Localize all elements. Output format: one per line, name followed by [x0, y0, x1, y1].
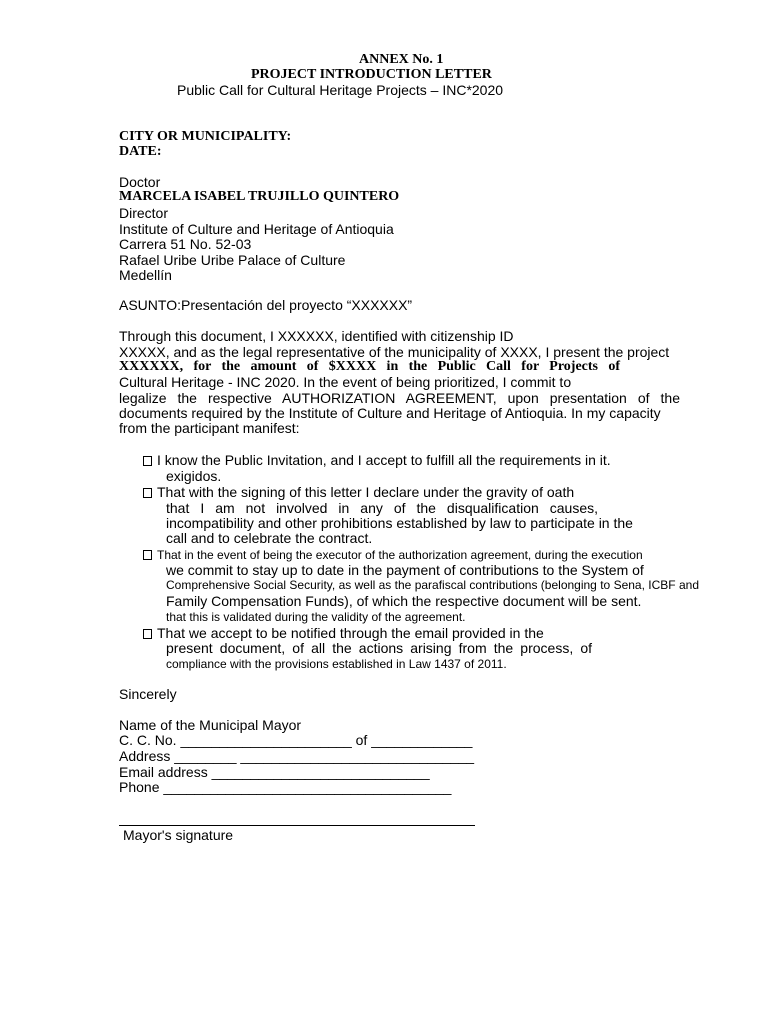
list-item-text: That in the event of being the executor of the authorization agreement, during the execution — [157, 548, 643, 562]
list-item-text: incompatibility and other prohibitions established by law to participate in the — [166, 515, 633, 531]
list-item-text: I know the Public Invitation, and I accept to fulfill all the requirements in it. — [157, 452, 611, 468]
mayor-name-label: Name of the Municipal Mayor — [119, 717, 302, 733]
recipient-city: Medellín — [119, 267, 172, 283]
list-item-line — [143, 625, 544, 641]
bullet-box-icon — [143, 488, 152, 498]
recipient-salutation: Doctor — [119, 174, 161, 190]
recipient-role: Director — [119, 205, 169, 221]
list-item-text: we commit to stay up to date in the payment of contributions to the System of — [166, 562, 644, 578]
cc-field: C. C. No. ______________________ of _____________ — [119, 732, 473, 748]
list-item-text: Comprehensive Social Security, as well as the parafiscal contributions (belonging to Sena, ICBF and — [166, 578, 699, 592]
body-line: Through this document, I XXXXXX, identified with citizenship ID — [119, 328, 514, 344]
recipient-name: MARCELA ISABEL TRUJILLO QUINTERO — [119, 189, 400, 204]
list-item-text: present document, of all the actions arising from the process, of — [166, 640, 592, 656]
subject-line: ASUNTO:Presentación del proyecto “XXXXXX” — [119, 297, 413, 313]
body-line: legalize the respective AUTHORIZATION AGREEMENT, upon presentation of the — [119, 390, 680, 406]
list-item-text: Family Compensation Funds), of which the respective document will be sent. — [166, 593, 642, 609]
list-item-text: That with the signing of this letter I declare under the gravity of oath — [157, 484, 575, 500]
list-item-line — [143, 452, 611, 468]
list-item-text: exigidos. — [166, 468, 222, 484]
body-line: Cultural Heritage - INC 2020. In the event of being prioritized, I commit to — [119, 374, 572, 390]
recipient-building: Rafael Uribe Uribe Palace of Culture — [119, 252, 346, 268]
phone-field: Phone _____________________________________ — [119, 779, 452, 795]
list-item-line — [143, 484, 574, 500]
recipient-institution: Institute of Culture and Heritage of Antioquia — [119, 221, 394, 237]
body-line: XXXXXX, for the amount of $XXXX in the Public Call for Projects of — [119, 359, 620, 374]
signature-line — [119, 825, 475, 826]
body-line: documents required by the Institute of Culture and Heritage of Antioquia. In my capacity — [119, 405, 661, 421]
email-field: Email address ____________________________ — [119, 764, 430, 780]
document-title: PROJECT INTRODUCTION LETTER — [251, 67, 492, 82]
bullet-box-icon — [143, 629, 152, 639]
body-line: XXXXX, and as the legal representative of the municipality of XXXX, I present the project — [119, 344, 670, 360]
list-item-line — [143, 547, 643, 563]
list-item-text: that I am not involved in any of the disqualification causes, — [166, 500, 598, 516]
list-item-text: compliance with the provisions established in Law 1437 of 2011. — [166, 657, 507, 671]
address-field: Address ________ ______________________________ — [119, 748, 475, 764]
body-line: from the participant manifest: — [119, 420, 300, 436]
list-item-text: call and to celebrate the contract. — [166, 530, 373, 546]
bullet-box-icon — [143, 550, 152, 560]
date-label: DATE: — [119, 144, 162, 159]
recipient-street: Carrera 51 No. 52-03 — [119, 236, 252, 252]
bullet-box-icon — [143, 456, 152, 466]
closing-sincerely: Sincerely — [119, 686, 177, 702]
document-subtitle: Public Call for Cultural Heritage Projects – INC*2020 — [177, 82, 504, 98]
annex-number: ANNEX No. 1 — [359, 52, 444, 67]
signature-label: Mayor's signature — [123, 827, 234, 843]
list-item-text: that this is validated during the validity of the agreement. — [166, 610, 466, 624]
list-item-text: That we accept to be notified through the email provided in the — [157, 625, 544, 641]
city-label: CITY OR MUNICIPALITY: — [119, 129, 292, 144]
